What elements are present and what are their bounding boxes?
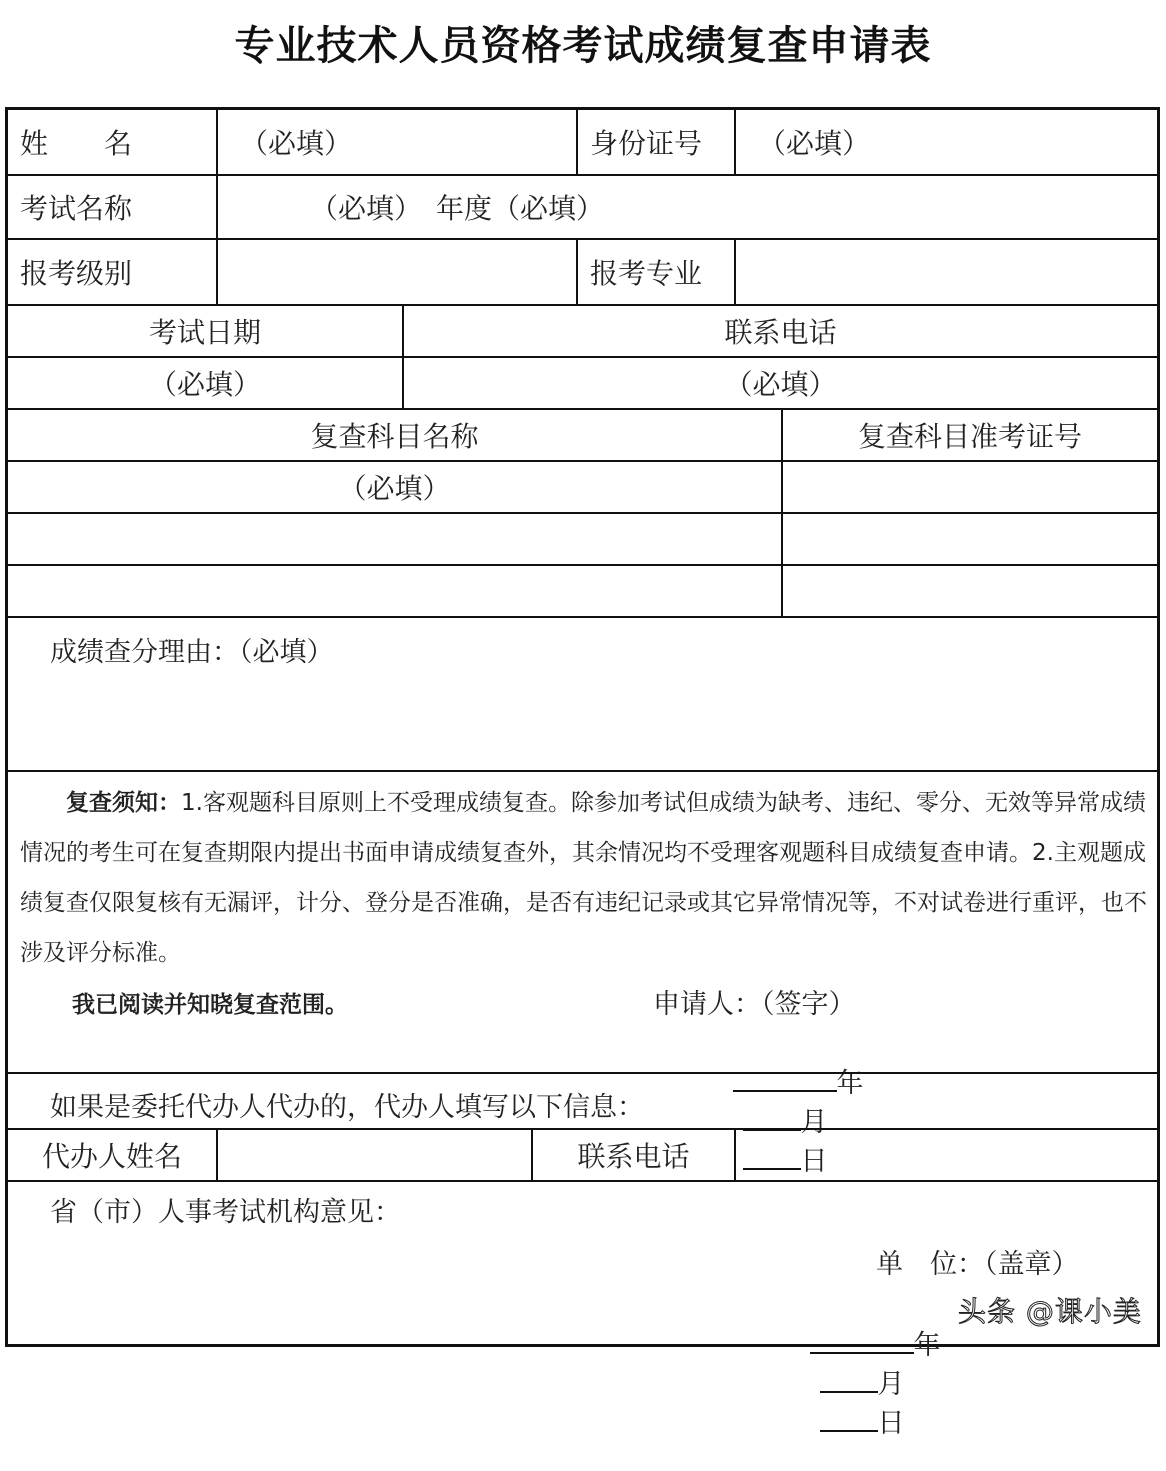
day-label: 日 [800, 1146, 828, 1177]
id-number-label: 身份证号 [576, 110, 734, 174]
year-label: 年 [913, 1330, 941, 1361]
exam-date-label: 考试日期 [148, 316, 261, 349]
notice-body: 1.客观题科目原则上不受理成绩复查。除参加考试但成绩为缺考、违纪、零分、无效等异常成绩情况的考生可在复查期限内提出书面申请成绩复查外，其余情况均不受理客观题科目成绩复查申请。2.主观题成绩复查仅限复核有无漏评，计分、登分是否准确，是否有违纪记录或其它异常情况等，不对试卷进行重评，也不涉及评分标准。 [20, 790, 1147, 966]
month-blank[interactable] [820, 1365, 878, 1393]
authority-date[interactable] [758, 1292, 941, 1471]
exam-name-field[interactable]: （必填） 年度（必填） [216, 176, 1157, 238]
proxy-name-field[interactable] [216, 1130, 531, 1180]
exam-date-field[interactable]: （必填） [148, 368, 261, 401]
month-label: 月 [877, 1369, 905, 1400]
authority-label: 省（市）人事考试机构意见： [50, 1197, 401, 1228]
exam-name-label: 考试名称 [20, 192, 133, 225]
reason-section[interactable] [8, 616, 1157, 770]
notice-text [20, 778, 1147, 978]
acknowledgement: 我已阅读并知晓复查范围。 [72, 992, 348, 1018]
subject-ticket-field[interactable] [781, 566, 1157, 616]
exam-level-field[interactable] [216, 240, 576, 304]
subject-row [8, 564, 1157, 616]
name-label: 姓 名 [20, 127, 133, 160]
id-number-field[interactable]: （必填） [734, 110, 1157, 174]
exam-major-label: 报考专业 [576, 240, 734, 304]
notice-heading: 复查须知： [66, 790, 181, 816]
proxy-intro-row [8, 1072, 1157, 1128]
day-blank[interactable] [820, 1404, 878, 1432]
year-label: 年 [836, 1068, 864, 1099]
watermark: 头条 @课小美 [958, 1295, 1142, 1328]
proxy-name-label: 代办人姓名 [41, 1140, 182, 1173]
row-date-phone-values [8, 356, 1157, 408]
phone-field[interactable]: （必填） [402, 358, 1157, 408]
phone-label: 联系电话 [402, 306, 1157, 356]
row-date-phone-header [8, 304, 1157, 356]
name-field[interactable]: （必填） [216, 110, 576, 174]
row-name-id [8, 110, 1157, 174]
month-label: 月 [800, 1107, 828, 1138]
page-title: 专业技术人员资格考试成绩复查申请表 [234, 23, 932, 69]
subject-ticket-field[interactable] [781, 462, 1157, 512]
exam-major-field[interactable] [734, 240, 1157, 304]
proxy-phone-field[interactable] [734, 1130, 1157, 1180]
proxy-phone-label: 联系电话 [531, 1130, 734, 1180]
row-level-major [8, 238, 1157, 304]
applicant-signature-label[interactable]: 申请人：（签字） [653, 989, 856, 1020]
subject-row [8, 460, 1157, 512]
review-application-form [5, 107, 1160, 1439]
subject-name-header: 复查科目名称 [310, 420, 479, 453]
subject-row [8, 512, 1157, 564]
subject-name-field[interactable] [8, 514, 781, 564]
unit-seal-label[interactable]: 单 位：（盖章） [876, 1249, 1079, 1280]
subject-ticket-header: 复查科目准考证号 [781, 410, 1157, 460]
day-label: 日 [877, 1408, 905, 1439]
exam-level-label: 报考级别 [20, 257, 133, 290]
proxy-row [8, 1128, 1157, 1180]
reason-label: 成绩查分理由：（必填） [50, 637, 334, 668]
proxy-intro: 如果是委托代办人代办的，代办人填写以下信息： [50, 1092, 644, 1123]
row-subjects-header [8, 408, 1157, 460]
subject-name-field[interactable] [8, 566, 781, 616]
row-exam-name [8, 174, 1157, 238]
subject-name-field[interactable]: （必填） [338, 472, 451, 505]
subject-ticket-field[interactable] [781, 514, 1157, 564]
